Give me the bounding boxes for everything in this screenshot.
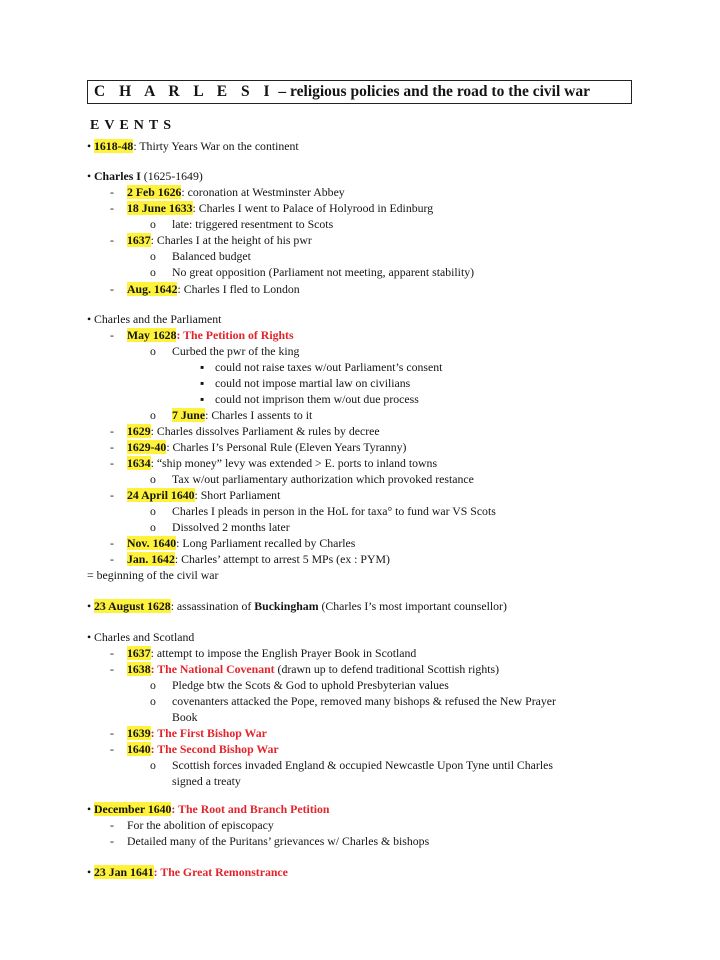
list-item: 1639: The First Bishop War xyxy=(127,726,267,740)
square-bullet: ▪ xyxy=(200,392,205,406)
circle-bullet: o xyxy=(150,472,156,486)
dash: - xyxy=(110,440,114,454)
title-name: C H A R L E S I xyxy=(94,83,275,100)
dash: - xyxy=(110,488,114,502)
bullet: • xyxy=(87,802,92,816)
list-item: 7 June: Charles I assents to it xyxy=(172,408,313,422)
dash: - xyxy=(110,834,114,848)
list-item: 18 June 1633: Charles I went to Palace of Holyrood in Edinburg xyxy=(127,201,434,215)
list-item: 23 August 1628: assassination of Buckingham (Charles I’s most important counsellor) xyxy=(94,599,507,613)
list-item: 24 April 1640: Short Parliament xyxy=(127,488,281,502)
list-item: 1629-40: Charles I’s Personal Rule (Eleven Years Tyranny) xyxy=(127,440,407,454)
list-item: could not raise taxes w/out Parliament’s consent xyxy=(215,360,443,374)
circle-bullet: o xyxy=(150,344,156,358)
list-item: For the abolition of episcopacy xyxy=(127,818,274,832)
list-item: Pledge btw the Scots & God to uphold Presbyterian values xyxy=(172,678,449,692)
list-item: could not imprison them w/out due process xyxy=(215,392,419,406)
list-item: 1618-48: Thirty Years War on the continent xyxy=(94,139,299,153)
list-item: Aug. 1642: Charles I fled to London xyxy=(127,282,300,296)
date-highlight: 1618-48 xyxy=(94,139,134,153)
list-item: Scottish forces invaded England & occupied Newcastle Upon Tyne until Charles xyxy=(172,758,553,772)
list-item: Dissolved 2 months later xyxy=(172,520,290,534)
bullet: • xyxy=(87,630,92,644)
circle-bullet: o xyxy=(150,408,156,422)
bullet: • xyxy=(87,139,92,153)
list-item: Detailed many of the Puritans’ grievances w/ Charles & bishops xyxy=(127,834,430,848)
list-item: Curbed the pwr of the king xyxy=(172,344,300,358)
list-item: 2 Feb 1626: coronation at Westminster Abbey xyxy=(127,185,345,199)
list-item: Charles and Scotland xyxy=(94,630,195,644)
bullet: • xyxy=(87,599,92,613)
dash: - xyxy=(110,233,114,247)
list-item: Balanced budget xyxy=(172,249,251,263)
title-subtitle: – religious policies and the road to the civil war xyxy=(274,83,590,100)
circle-bullet: o xyxy=(150,758,156,772)
dash: - xyxy=(110,552,114,566)
list-item: Charles and the Parliament xyxy=(94,312,222,326)
list-item: late: triggered resentment to Scots xyxy=(172,217,334,231)
bullet: • xyxy=(87,312,92,326)
bullet: • xyxy=(87,169,92,183)
list-item: could not impose martial law on civilians xyxy=(215,376,411,390)
list-item: covenanters attacked the Pope, removed many bishops & refused the New Prayer xyxy=(172,694,556,708)
circle-bullet: o xyxy=(150,265,156,279)
dash: - xyxy=(110,282,114,296)
list-item: 1637: Charles I at the height of his pwr xyxy=(127,233,312,247)
circle-bullet: o xyxy=(150,678,156,692)
list-item: No great opposition (Parliament not meeting, apparent stability) xyxy=(172,265,475,279)
list-item: 1629: Charles dissolves Parliament & rules by decree xyxy=(127,424,380,438)
list-item-continued: Book xyxy=(172,710,198,724)
circle-bullet: o xyxy=(150,520,156,534)
circle-bullet: o xyxy=(150,217,156,231)
dash: - xyxy=(110,726,114,740)
square-bullet: ▪ xyxy=(200,376,205,390)
list-item: Tax w/out parliamentary authorization which provoked restance xyxy=(172,472,474,486)
list-item: Charles I (1625-1649) xyxy=(94,169,203,183)
list-item: 1640: The Second Bishop War xyxy=(127,742,279,756)
dash: - xyxy=(110,201,114,215)
list-item: Jan. 1642: Charles’ attempt to arrest 5 MPs (ex : PYM) xyxy=(127,552,390,566)
circle-bullet: o xyxy=(150,249,156,263)
page-title xyxy=(87,80,632,104)
dash: - xyxy=(110,646,114,660)
list-item: = beginning of the civil war xyxy=(87,568,219,582)
list-item: 1637: attempt to impose the English Prayer Book in Scotland xyxy=(127,646,417,660)
dash: - xyxy=(110,185,114,199)
dash: - xyxy=(110,424,114,438)
dash: - xyxy=(110,742,114,756)
circle-bullet: o xyxy=(150,694,156,708)
section-heading: EVENTS xyxy=(90,118,177,133)
list-item: December 1640: The Root and Branch Petition xyxy=(94,802,330,816)
square-bullet: ▪ xyxy=(200,360,205,374)
list-item: 23 Jan 1641: The Great Remonstrance xyxy=(94,865,288,879)
dash: - xyxy=(110,456,114,470)
dash: - xyxy=(110,536,114,550)
bullet: • xyxy=(87,865,92,879)
list-item-continued: signed a treaty xyxy=(172,774,241,788)
list-item: Charles I pleads in person in the HoL for taxa° to fund war VS Scots xyxy=(172,504,496,518)
dash: - xyxy=(110,818,114,832)
list-item: 1634: “ship money” levy was extended > E. ports to inland towns xyxy=(127,456,438,470)
list-item: 1638: The National Covenant (drawn up to defend traditional Scottish rights) xyxy=(127,662,500,676)
list-item: May 1628: The Petition of Rights xyxy=(127,328,294,342)
dash: - xyxy=(110,662,114,676)
dash: - xyxy=(110,328,114,342)
circle-bullet: o xyxy=(150,504,156,518)
list-item: Nov. 1640: Long Parliament recalled by Charles xyxy=(127,536,356,550)
